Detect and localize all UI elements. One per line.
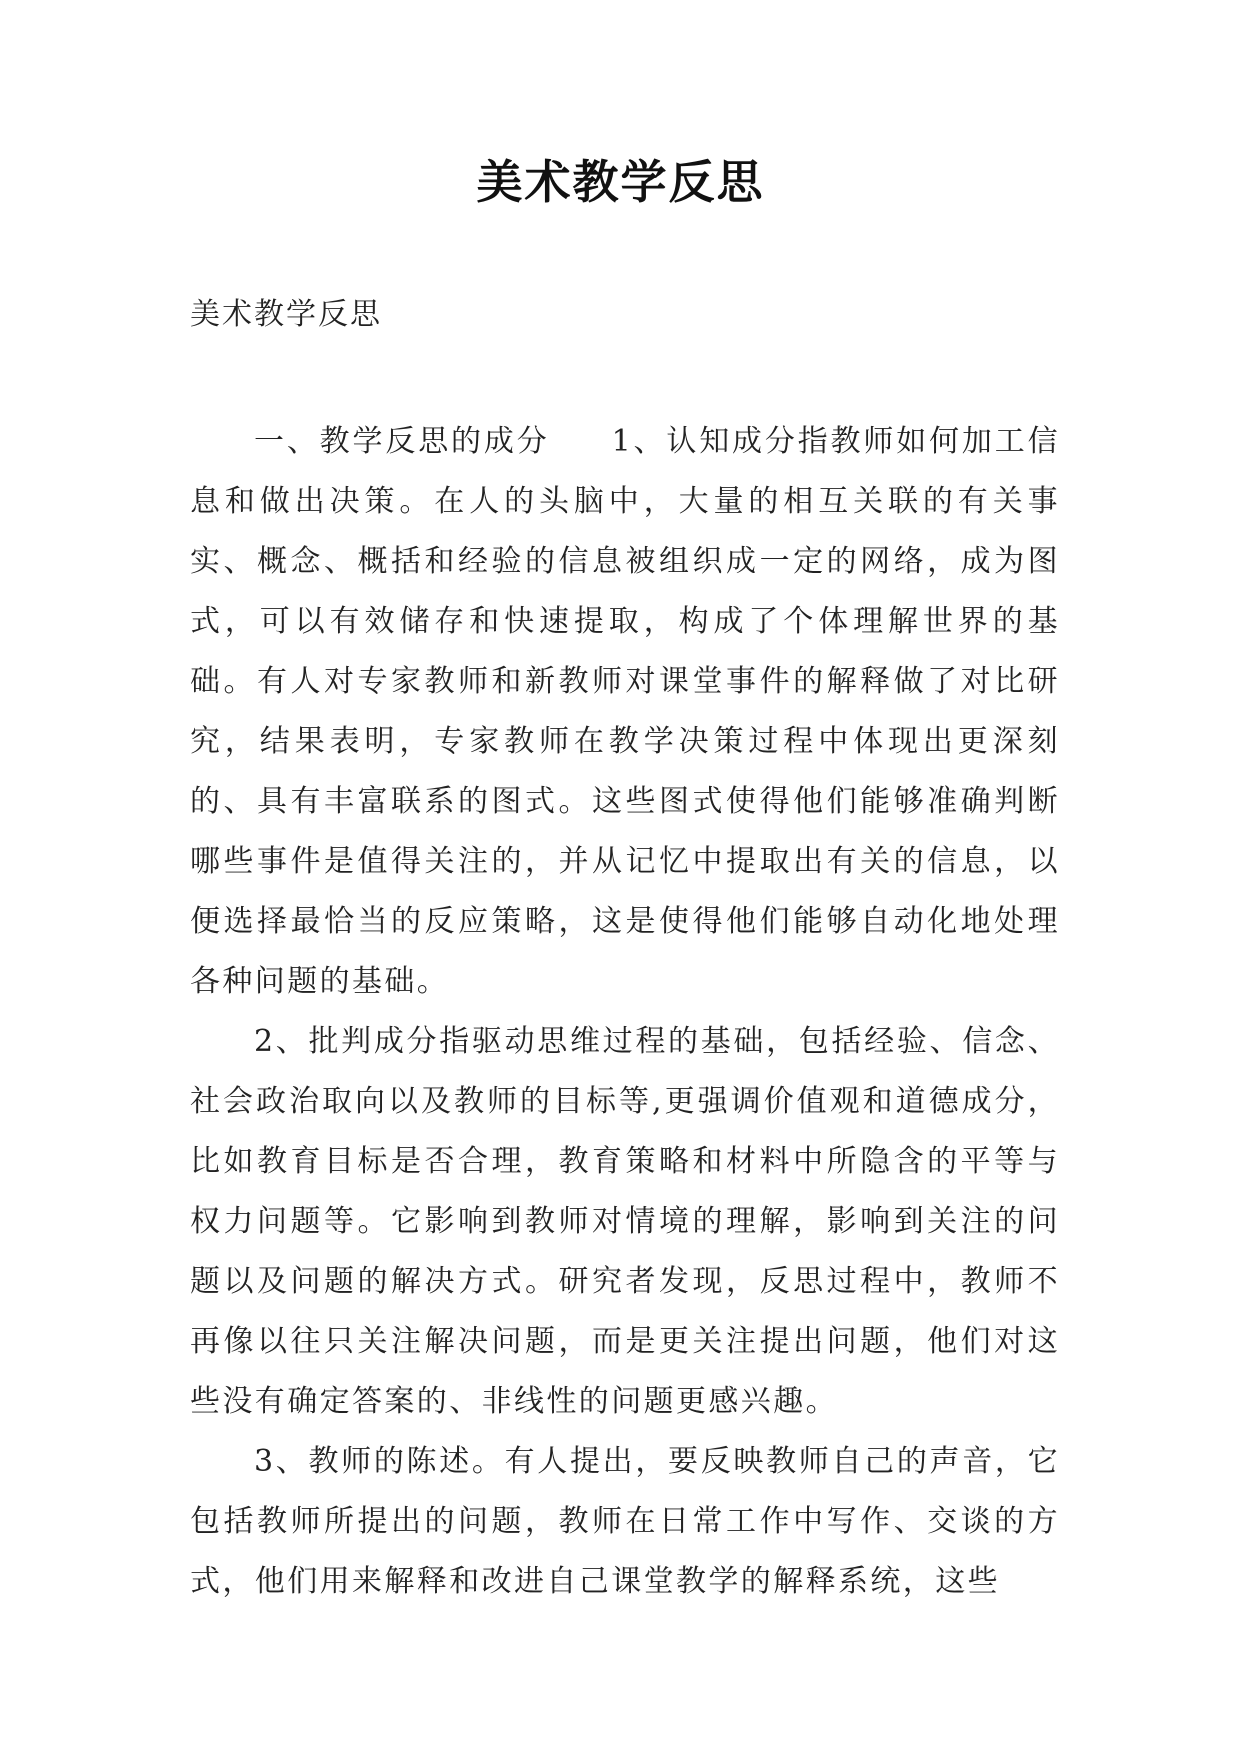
section-heading: 一、教学反思的成分	[254, 424, 550, 459]
document-title: 美术教学反思	[476, 155, 765, 209]
paragraph-1-text: 1、认知成分指教师如何加工信息和做出决策。在人的头脑中，大量的相互关联的有关事实、概念、概括和经验的信息被组织成一定的网络，成为图式，可以有效储存和快速提取，构成了个体理解世界的基础。有人对专家教师和新教师对课堂事件的解释做了对比研究，结果表明，专家教师在教学决策过程中体现出更深刻的、具有丰富联系的图式。这些图式使得他们能够准确判断哪些事件是值得关注的，并从记忆中提取出有关的信息，以便选择最恰当的反应策略，这是使得他们能够自动化地处理各种问题的基础。	[190, 424, 1060, 999]
paragraph-2: 2、批判成分指驱动思维过程的基础，包括经验、信念、社会政治取向以及教师的目标等,更强调价值观和道德成分，比如教育目标是否合理，教育策略和材料中所隐含的平等与权力问题等。它影响到教师对情境的理解，影响到关注的问题以及问题的解决方式。研究者发现，反思过程中，教师不再像以往只关注解决问题，而是更关注提出问题，他们对这些没有确定答案的、非线性的问题更感兴趣。	[190, 1024, 1060, 1419]
document-body	[190, 412, 1060, 1612]
paragraph-1	[190, 412, 1060, 1012]
paragraph-3: 3、教师的陈述。有人提出，要反映教师自己的声音，它包括教师所提出的问题，教师在日常工作中写作、交谈的方式，他们用来解释和改进自己课堂教学的解释系统，这些	[190, 1444, 1060, 1599]
document-subtitle: 美术教学反思	[190, 297, 382, 332]
